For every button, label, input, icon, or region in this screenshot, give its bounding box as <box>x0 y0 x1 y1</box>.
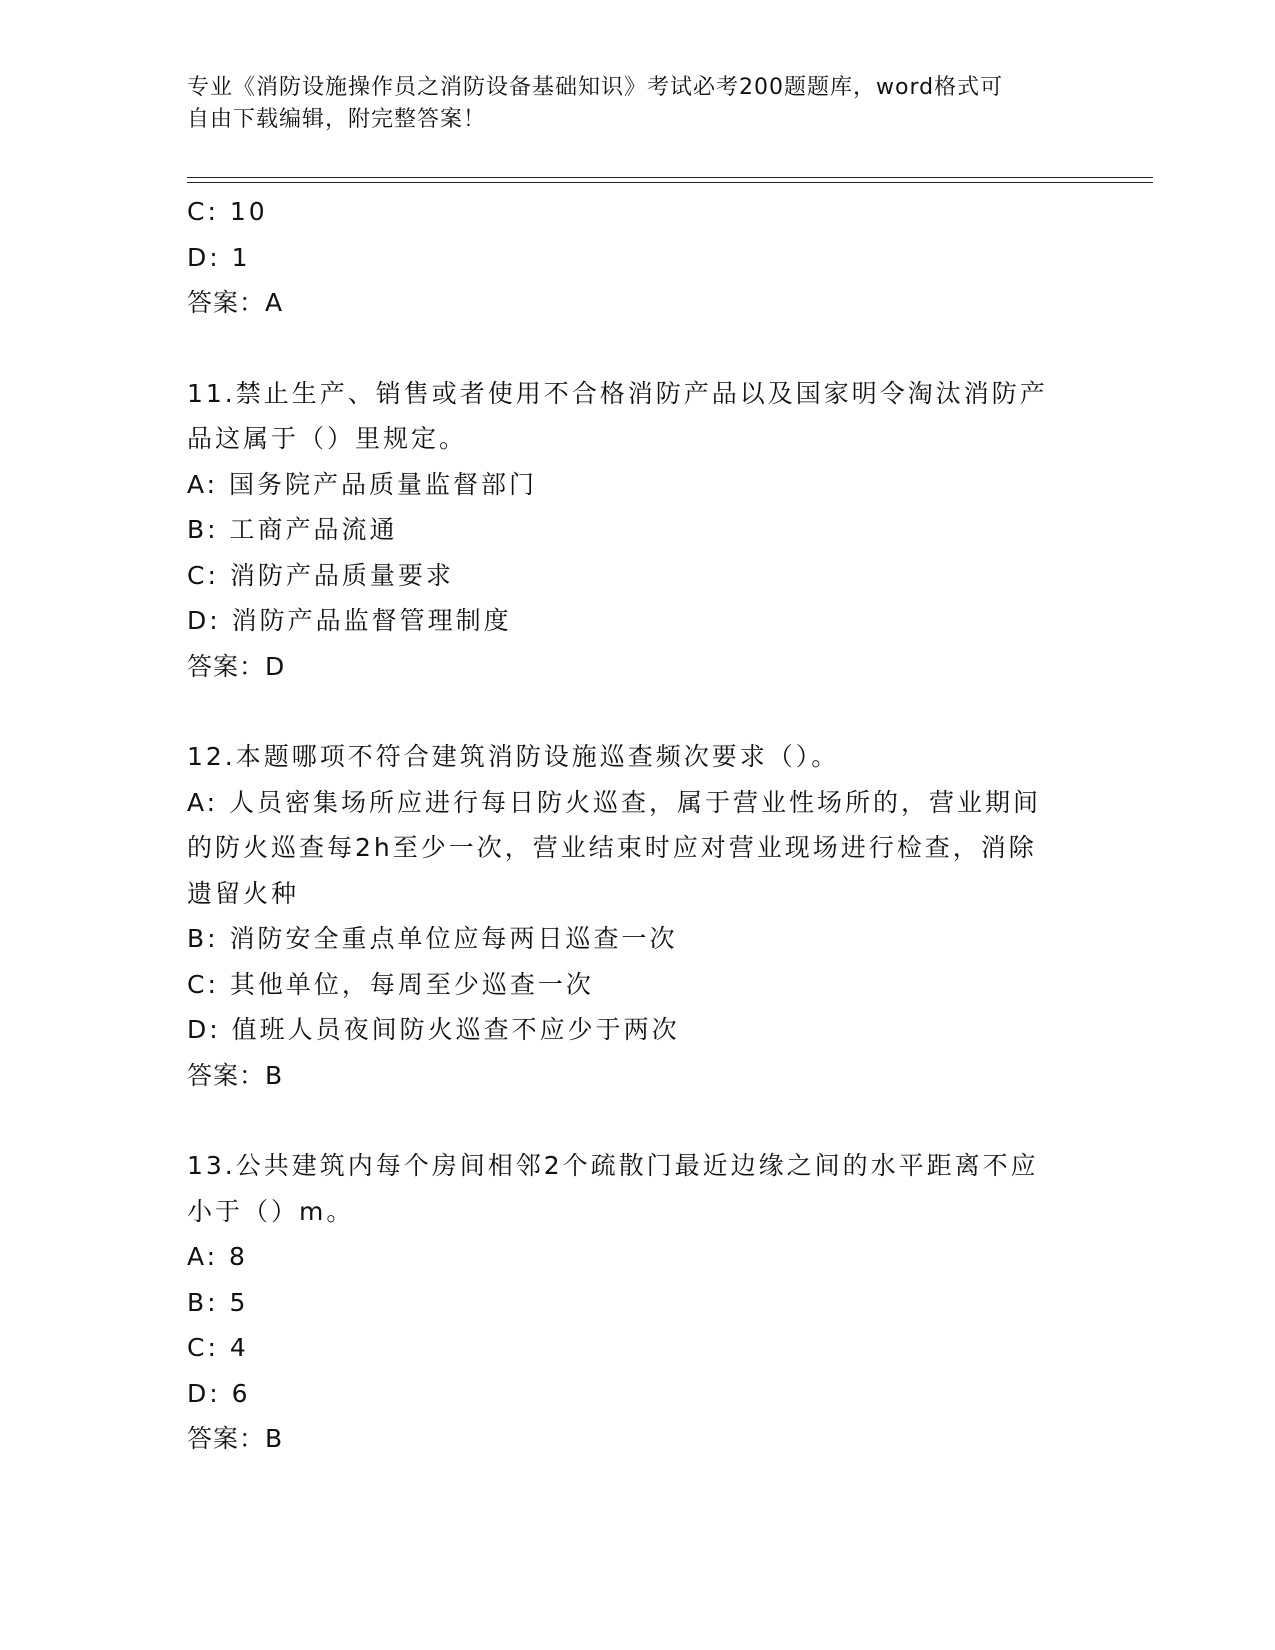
option-d: D: 消防产品监督管理制度 <box>187 606 512 635</box>
question-stem-continued: 品这属于（）里规定。 <box>187 424 468 453</box>
option-d: D: 6 <box>187 1378 251 1408</box>
answer-line: 答案：D <box>187 651 286 681</box>
question-block-13 <box>187 1143 1087 1462</box>
header-divider-bottom <box>187 182 1153 183</box>
document-header <box>187 72 1087 136</box>
option-b: B: 工商产品流通 <box>187 515 398 544</box>
question-block-11 <box>187 371 1087 690</box>
question-block-10 <box>187 189 1087 326</box>
answer-line: 答案：A <box>187 288 284 317</box>
option-d: D: 1 <box>187 242 251 272</box>
option-c: C: 10 <box>187 197 268 226</box>
option-a-continued: 的防火巡查每2h至少一次，营业结束时应对营业现场进行检查，消除 <box>187 833 1037 862</box>
option-c: C: 消防产品质量要求 <box>187 560 454 590</box>
answer-line: 答案：B <box>187 1060 284 1090</box>
option-d: D: 值班人员夜间防火巡查不应少于两次 <box>187 1015 680 1044</box>
question-stem: 12.本题哪项不符合建筑消防设施巡查频次要求（）。 <box>187 742 840 771</box>
question-stem-continued: 小于（）m。 <box>187 1196 355 1226</box>
answer-line: 答案：B <box>187 1424 284 1453</box>
option-a: A: 8 <box>187 1242 248 1271</box>
option-a: A: 国务院产品质量监督部门 <box>187 469 538 499</box>
question-stem: 13.公共建筑内每个房间相邻2个疏散门最近边缘之间的水平距离不应 <box>187 1151 1039 1180</box>
header-line-1: 专业《消防设施操作员之消防设备基础知识》考试必考200题题库，word格式可 <box>187 75 1004 100</box>
option-b: B: 5 <box>187 1287 249 1317</box>
option-a-continued: 遗留火种 <box>187 878 300 908</box>
option-c: C: 4 <box>187 1333 249 1362</box>
option-c: C: 其他单位，每周至少巡查一次 <box>187 969 594 999</box>
option-a: A: 人员密集场所应进行每日防火巡查，属于营业性场所的，营业期间 <box>187 787 1042 817</box>
header-divider-top <box>187 177 1153 178</box>
question-stem: 11.禁止生产、销售或者使用不合格消防产品以及国家明令淘汰消防产 <box>187 378 1048 408</box>
question-list <box>187 189 1087 1462</box>
header-line-2: 自由下载编辑，附完整答案！ <box>187 107 487 132</box>
option-b: B: 消防安全重点单位应每两日巡查一次 <box>187 924 678 953</box>
question-block-12 <box>187 734 1087 1098</box>
